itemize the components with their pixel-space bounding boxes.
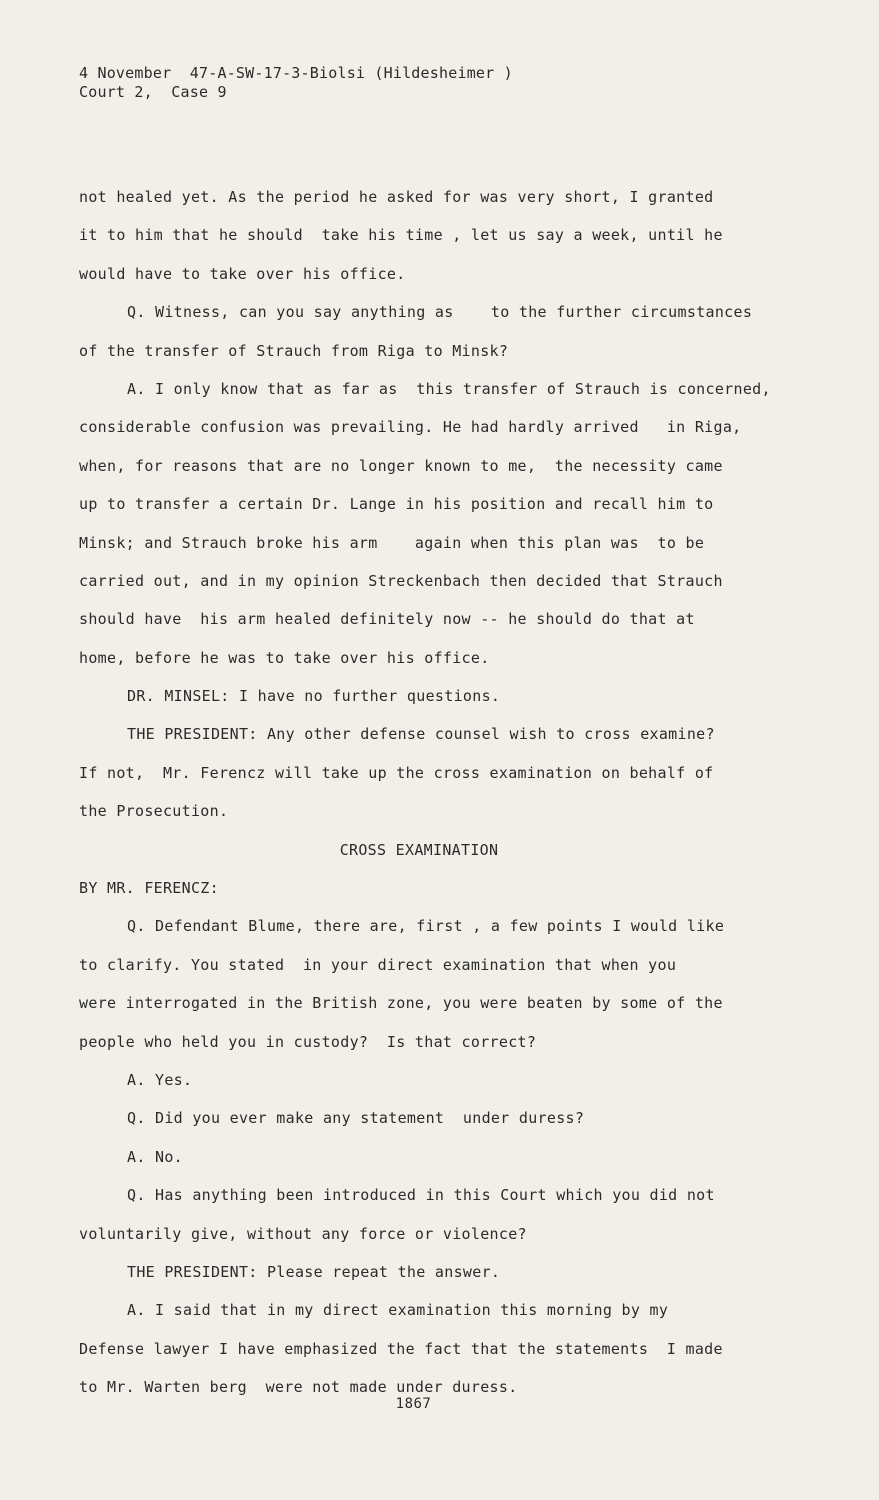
transcript-line: Q. Defendant Blume, there are, first , a few points I would like: [127, 917, 725, 936]
transcript-line: home, before he was to take over his office.: [79, 648, 490, 667]
transcript-line: to clarify. You stated in your direct examination that when you: [79, 955, 677, 974]
transcript-line: people who held you in custody? Is that correct?: [79, 1032, 537, 1051]
transcript-line: the Prosecution.: [79, 802, 229, 821]
transcript-line: Q. Witness, can you say anything as to the further circumstances: [127, 303, 753, 322]
transcript-line: A. I said that in my direct examination this morning by my: [127, 1301, 669, 1320]
page-number: 1867: [395, 1396, 432, 1412]
transcript-line: would have to take over his office.: [79, 264, 406, 283]
transcript-line: of the transfer of Strauch from Riga to Minsk?: [79, 341, 509, 360]
examiner-line: BY MR. FERENCZ:: [79, 879, 219, 898]
transcript-line: when, for reasons that are no longer known to me, the necessity came: [79, 456, 723, 475]
transcript-line: Defense lawyer I have emphasized the fact that the statements I made: [79, 1339, 723, 1358]
transcript-line: A. I only know that as far as this transfer of Strauch is concerned,: [127, 379, 771, 398]
transcript-line: A. No.: [127, 1147, 183, 1166]
transcript-line: If not, Mr. Ferencz will take up the cross examination on behalf of: [79, 763, 714, 782]
transcript-line: A. Yes.: [127, 1070, 193, 1089]
transcript-line: voluntarily give, without any force or violence?: [79, 1224, 527, 1243]
transcript-line: Q. Did you ever make any statement under duress?: [127, 1109, 585, 1128]
section-heading: CROSS EXAMINATION: [339, 840, 499, 859]
transcript-line: Q. Has anything been introduced in this Court which you did not: [127, 1186, 715, 1205]
transcript-line: carried out, and in my opinion Streckenbach then decided that Strauch: [79, 571, 723, 590]
transcript-line: it to him that he should take his time , let us say a week, until he: [79, 226, 723, 245]
transcript-line: considerable confusion was prevailing. He had hardly arrived in Riga,: [79, 418, 742, 437]
transcript-line: THE PRESIDENT: Please repeat the answer.: [127, 1262, 501, 1281]
transcript-line: up to transfer a certain Dr. Lange in his position and recall him to: [79, 495, 714, 514]
header-court-case: Court 2, Case 9: [79, 83, 227, 101]
document-header: [79, 64, 513, 102]
transcript-body: [79, 178, 819, 1407]
transcript-line: Minsk; and Strauch broke his arm again when this plan was to be: [79, 533, 705, 552]
header-date-reference: 4 November 47-A-SW-17-3-Biolsi (Hildesheimer ): [79, 64, 513, 82]
transcript-line: not healed yet. As the period he asked for was very short, I granted: [79, 188, 714, 206]
transcript-line: to Mr. Warten berg were not made under duress.: [79, 1378, 518, 1397]
transcript-line: THE PRESIDENT: Any other defense counsel wish to cross examine?: [127, 725, 715, 744]
transcript-line: DR. MINSEL: I have no further questions.: [127, 687, 501, 706]
transcript-line: should have his arm healed definitely now -- he should do that at: [79, 610, 695, 629]
transcript-line: were interrogated in the British zone, you were beaten by some of the: [79, 994, 723, 1013]
